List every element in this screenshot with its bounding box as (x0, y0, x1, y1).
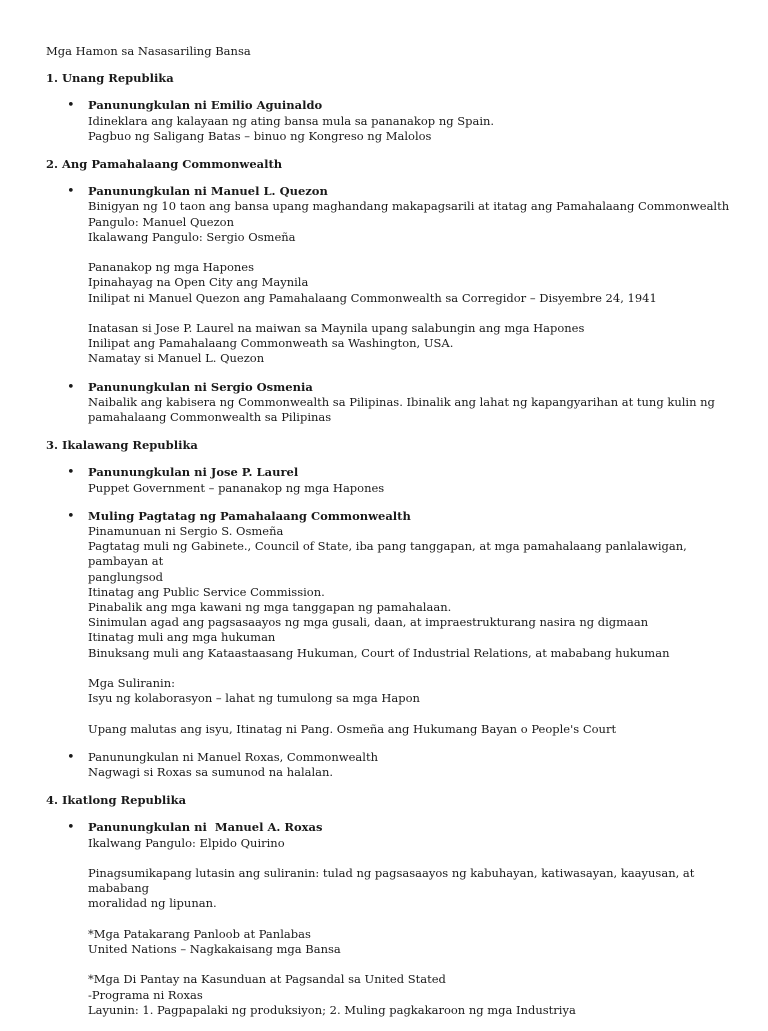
section-heading: 3. Ikalawang Republika (46, 438, 198, 453)
body-text-line: Puppet Government – pananakop ng mga Hapones (88, 480, 385, 495)
body-text-line: Binigyan ng 10 taon ang bansa upang maghandang makapagsarili at itatag ang Pamahalaang Commonwealth (88, 199, 730, 214)
body-text-line: Ikalwang Pangulo: Elpido Quirino (88, 835, 285, 850)
body-text-line: Pananakop ng mga Hapones (88, 260, 254, 275)
paragraph-gap (88, 957, 736, 972)
document-sections (46, 71, 736, 1018)
body-text-line: moralidad ng lipunan. (88, 896, 217, 911)
bullet-item (46, 184, 736, 366)
bullet-title: Muling Pagtatag ng Pamahalaang Commonwealth (88, 508, 411, 523)
body-text-line: Ikalawang Pangulo: Sergio Osmeña (88, 229, 296, 244)
section-heading: 2. Ang Pamahalaang Commonwealth (46, 157, 283, 172)
paragraph-gap (88, 851, 736, 866)
body-text-line: Inilipat ang Pamahalaang Commonweath sa Washington, USA. (88, 336, 454, 351)
body-text-line: Pagbuo ng Saligang Batas – binuo ng Kongreso ng Malolos (88, 128, 432, 143)
paragraph-gap (88, 306, 736, 321)
body-text-line: Pinagsumikapang lutasin ang suliranin: tulad ng pagsasaayos ng kabuhayan, katiwasayan, kaayusan, at mababang (88, 866, 699, 896)
body-text-line: Nagwagi si Roxas sa sumunod na halalan. (88, 765, 334, 780)
body-text-line: Idineklara ang kalayaan ng ating bansa mula sa pananakop ng Spain. (88, 113, 495, 128)
body-text-line: Pinabalik ang mga kawani ng mga tanggapan ng pamahalaan. (88, 600, 452, 615)
bullet-item (46, 380, 736, 426)
body-text-line: *Mga Patakarang Panloob at Panlabas (88, 926, 311, 941)
body-text-line: Inilipat ni Manuel Quezon ang Pamahalaang Commonwealth sa Corregidor – Disyembre 24, 1941 (88, 290, 657, 305)
body-text-line: Itinatag muli ang mga hukuman (88, 630, 276, 645)
bullet-icon: • (67, 184, 75, 200)
body-text-line: Upang malutas ang isyu, Itinatag ni Pang. Osmeña ang Hukumang Bayan o People's Court (88, 721, 617, 736)
document-title: Mga Hamon sa Nasasariling Bansa (46, 44, 251, 58)
bullet-item (46, 98, 736, 144)
body-text-line: Itinatag ang Public Service Commission. (88, 584, 325, 599)
body-text-line: panglungsod (88, 569, 164, 584)
body-text-line: United Nations – Nagkakaisang mga Bansa (88, 942, 341, 957)
paragraph-gap (88, 245, 736, 260)
body-text-line: Binuksang muli ang Kataastaasang Hukuman, Court of Industrial Relations, at mababang hukuman (88, 645, 670, 660)
bullet-icon: • (67, 820, 75, 836)
bullet-title: Panunungkulan ni Manuel A. Roxas (88, 820, 323, 835)
body-text-line: Panunungkulan ni Manuel Roxas, Commonwealth (88, 749, 378, 764)
bullet-title: Panunungkulan ni Jose P. Laurel (88, 465, 299, 480)
body-text-line: Ipinahayag na Open City ang Maynila (88, 275, 309, 290)
bullet-icon: • (67, 749, 75, 765)
body-text-line: Pangulo: Manuel Quezon (88, 214, 234, 229)
bullet-item (46, 509, 736, 737)
bullet-icon: • (67, 508, 75, 524)
paragraph-gap (88, 706, 736, 721)
body-text-line: *Mga Di Pantay na Kasunduan at Pagsandal sa United Stated (88, 972, 446, 987)
bullet-item (46, 465, 736, 495)
body-text-line: -Programa ni Roxas (88, 987, 203, 1002)
bullet-title: Panunungkulan ni Emilio Aguinaldo (88, 98, 323, 113)
body-text-line: Sinimulan agad ang pagsasaayos ng mga gusali, daan, at impraestrukturang nasira ng digmaan (88, 615, 649, 630)
body-text-line: Mga Suliranin: (88, 676, 176, 691)
bullet-icon: • (67, 379, 75, 395)
bullet-title: Panunungkulan ni Manuel L. Quezon (88, 184, 328, 199)
section-heading: 4. Ikatlong Republika (46, 793, 187, 808)
body-text-line: Isyu ng kolaborasyon – lahat ng tumulong sa mga Hapon (88, 691, 420, 706)
body-text-line: Inatasan si Jose P. Laurel na maiwan sa Maynila upang salabungin ang mga Hapones (88, 321, 585, 336)
body-text-line: Naibalik ang kabisera ng Commonwealth sa Pilipinas. Ibinalik ang lahat ng kapangyarihan at tung kulin ng (88, 394, 715, 409)
bullet-title: Panunungkulan ni Sergio Osmenia (88, 379, 313, 394)
body-text-line: pamahalaang Commonwealth sa Pilipinas (88, 410, 332, 425)
body-text-line: Pagtatag muli ng Gabinete., Council of State, iba pang tanggapan, at mga pamahalaang panlalawigan, pambayan at (88, 539, 691, 569)
body-text-line: Layunin: 1. Pagpapalaki ng produksiyon; 2. Muling pagkakaroon ng mga Industriya (88, 1002, 576, 1017)
body-text-line: Pinamunuan ni Sergio S. Osmeña (88, 524, 284, 539)
bullet-item (46, 820, 736, 1018)
bullet-icon: • (67, 98, 75, 114)
bullet-item (46, 750, 736, 780)
paragraph-gap (88, 661, 736, 676)
document-page (46, 44, 736, 1031)
paragraph-gap (88, 912, 736, 927)
section-heading: 1. Unang Republika (46, 71, 174, 86)
bullet-icon: • (67, 465, 75, 481)
body-text-line: Namatay si Manuel L. Quezon (88, 351, 265, 366)
